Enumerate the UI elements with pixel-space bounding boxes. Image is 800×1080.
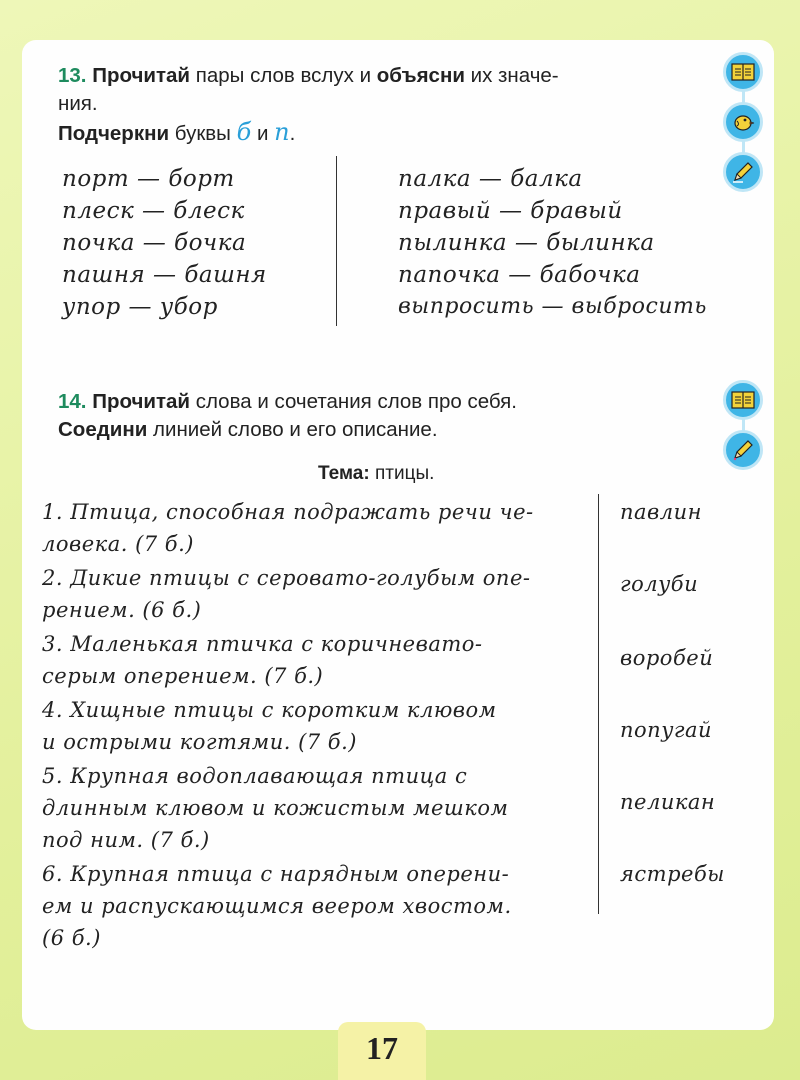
book-icon <box>723 380 763 420</box>
word-pair: палка — балка <box>398 166 583 192</box>
word-pair: почка — бочка <box>62 230 247 256</box>
task14-line2 <box>58 416 438 444</box>
description-line: рением. (6 б.) <box>42 598 202 622</box>
task14-text: линией слово и его описание. <box>153 418 438 441</box>
task13-text: буквы <box>174 122 231 145</box>
task13-text: их значе- <box>470 64 559 87</box>
task13-line2 <box>58 90 98 118</box>
task13-word: объясни <box>376 64 465 87</box>
word-pair: плеск — блеск <box>62 198 245 224</box>
bird-word: голуби <box>620 572 699 596</box>
letter-p: п <box>274 118 290 146</box>
task13-number: 13. <box>58 64 87 87</box>
theme-label: Тема: <box>318 463 370 484</box>
word-pair: выпросить — выбросить <box>398 294 707 319</box>
description-line: 2. Дикие птицы с серовато-голубым опе- <box>42 566 531 590</box>
book-icon <box>723 52 763 92</box>
word-pair: упор — убор <box>62 294 218 320</box>
divider <box>598 494 599 914</box>
task14-text: слова и сочетания слов про себя. <box>195 390 517 413</box>
letter-b: б <box>236 118 252 146</box>
word-pair: пылинка — былинка <box>398 230 655 256</box>
task13-line1 <box>58 62 559 90</box>
description-line: ем и распускающимся веером хвостом. <box>42 894 512 918</box>
description-line: 1. Птица, способная подражать речи че- <box>42 500 534 524</box>
task13-word: Прочитай <box>92 64 191 87</box>
task13-word: Подчеркни <box>58 122 170 145</box>
bird-word: воробей <box>620 646 714 670</box>
description-line: 6. Крупная птица с нарядным оперени- <box>42 862 510 886</box>
word-pair: папочка — бабочка <box>398 262 641 288</box>
task14-word: Соедини <box>58 418 148 441</box>
theme-value: птицы. <box>374 463 435 484</box>
description-line: серым оперением. (7 б.) <box>42 664 324 688</box>
description-line: ловека. (7 б.) <box>42 532 194 556</box>
task14-number: 14. <box>58 390 87 413</box>
pencil-icon <box>723 152 763 192</box>
bird-icon <box>723 102 763 142</box>
theme-line <box>318 460 434 488</box>
task14-line1 <box>58 388 517 416</box>
description-line: под ним. (7 б.) <box>42 828 210 852</box>
task13-line3 <box>58 118 295 148</box>
description-line: 3. Маленькая птичка с коричневато- <box>42 632 483 656</box>
word-pair: пашня — башня <box>62 262 267 288</box>
task13-text: пары слов вслух и <box>195 64 372 87</box>
divider <box>336 156 337 326</box>
task13-text: . <box>289 122 296 145</box>
description-line: (6 б.) <box>42 926 101 950</box>
bird-word: пеликан <box>620 790 716 814</box>
word-pair: порт — борт <box>62 166 235 192</box>
description-line: и острыми когтями. (7 б.) <box>42 730 357 754</box>
description-line: длинным клювом и кожистым мешком <box>42 796 509 820</box>
task13-text: и <box>256 122 269 145</box>
description-line: 5. Крупная водоплавающая птица с <box>42 764 468 788</box>
page-number: 17 <box>366 1030 398 1066</box>
word-pair: правый — бравый <box>398 198 623 224</box>
description-line: 4. Хищные птицы с коротким клювом <box>42 698 497 722</box>
task13-text: ния. <box>58 92 98 115</box>
task14-word: Прочитай <box>92 390 191 413</box>
bird-word: ястребы <box>620 862 725 886</box>
pencil-icon <box>723 430 763 470</box>
bird-word: попугай <box>620 718 713 742</box>
bird-word: павлин <box>620 500 702 524</box>
